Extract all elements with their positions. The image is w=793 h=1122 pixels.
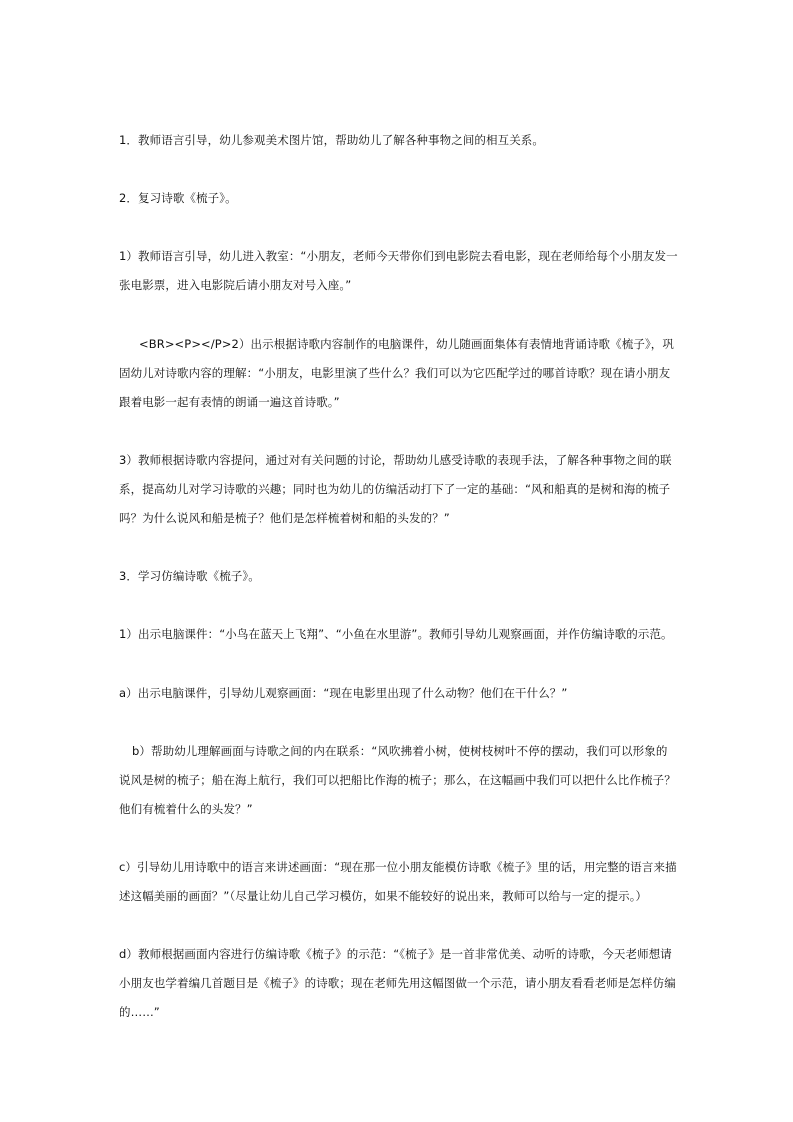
paragraph-8: a）出示电脑课件，引导幼儿观察画面：“现在电影里出现了什么动物？他们在干什么？” (119, 686, 568, 700)
paragraph-10: c）引导幼儿用诗歌中的语言来讲述画面：“现在那一位小朋友能模仿诗歌《梳子》里的话，用完整的语言来描述这幅美丽的画面？”（尽量让幼儿自己学习模仿，如果不能较好的说出来，教师可以给与一定的提示。） (119, 860, 677, 903)
paragraph-3: 1）教师语言引导，幼儿进入教室：“小朋友，老师今天带你们到电影院去看电影，现在老师给每个小朋友发一张电影票，进入电影院后请小朋友对号入座。” (119, 249, 678, 292)
paragraph-9: b）帮助幼儿理解画面与诗歌之间的内在联系：“风吹拂着小树，使树枝树叶不停的摆动，我们可以形象的说风是树的梳子；船在海上航行，我们可以把船比作海的梳子；那么，在这幅画中我们可以把什么比作梳子？他们有梳着什么的头发？” (119, 744, 676, 816)
paragraph-2: 2．复习诗歌《梳子》。 (119, 191, 237, 205)
paragraph-4: <BR><P></P>2）出示根据诗歌内容制作的电脑课件，幼儿随画面集体有表情地背诵诗歌《梳子》，巩固幼儿对诗歌内容的理解：“小朋友，电影里演了些什么？我们可以为它匹配学过的哪首诗歌？现在请小朋友跟着电影一起有表情的朗诵一遍这首诗歌。” (119, 337, 674, 409)
paragraph-7: 1）出示电脑课件：“小鸟在蓝天上飞翔”、“小鱼在水里游”。教师引导幼儿观察画面，并作仿编诗歌的示范。 (119, 627, 673, 641)
paragraph-6: 3．学习仿编诗歌《梳子》。 (119, 569, 260, 583)
paragraph-5: 3）教师根据诗歌内容提问，通过对有关问题的讨论，帮助幼儿感受诗歌的表现手法，了解各种事物之间的联系，提高幼儿对学习诗歌的兴趣；同时也为幼儿的仿编活动打下了一定的基础：“风和船真的是树和海的梳子吗？为什么说风和船是梳子？他们是怎样梳着树和船的头发的？” (119, 453, 672, 525)
paragraph-11: d）教师根据画面内容进行仿编诗歌《梳子》的示范：“《梳子》是一首非常优美、动听的诗歌，今天老师想请小朋友也学着编几首题目是《梳子》的诗歌；现在老师先用这幅图做一个示范，请小朋友看看老师是怎样仿编的……” (119, 947, 676, 1019)
paragraph-1: 1．教师语言引导，幼儿参观美术图片馆，帮助幼儿了解各种事物之间的相互关系。 (119, 133, 545, 147)
